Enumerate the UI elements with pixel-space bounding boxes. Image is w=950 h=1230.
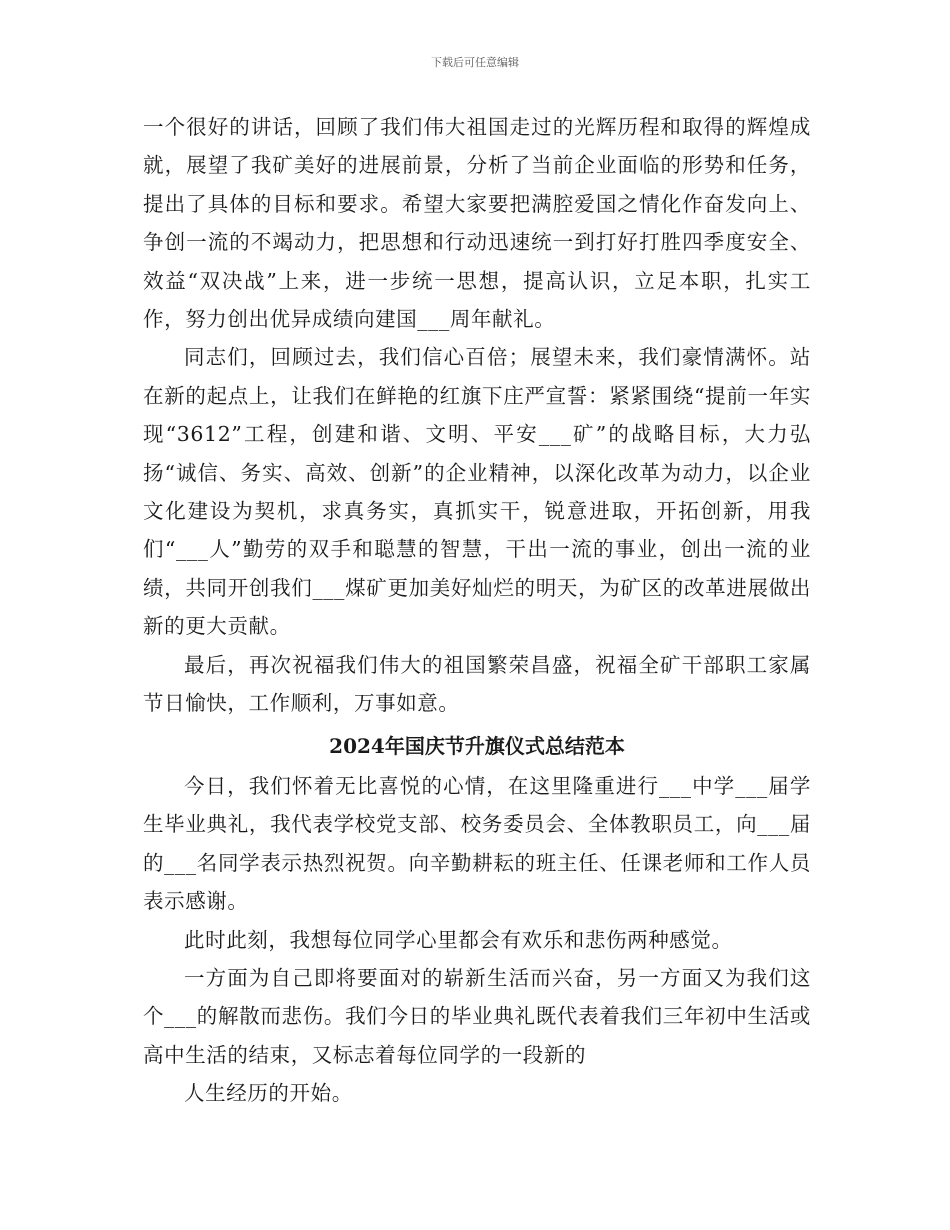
section-title: 2024年国庆节升旗仪式总结范本 <box>329 733 625 758</box>
paragraph: 一方面为自己即将要面对的崭新生活而兴奋，另一方面又为我们这个___的解散而悲伤。我们今日的毕业典礼既代表着我们三年初中生活或高中生活的结束，又标志着每位同学的一段新的 <box>143 965 811 1067</box>
paragraph: 此时此刻，我想每位同学心里都会有欢乐和悲伤两种感觉。 <box>184 927 733 952</box>
paragraph: 一个很好的讲话，回顾了我们伟大祖国走过的光辉历程和取得的辉煌成就，展望了我矿美好的进展前景，分析了当前企业面临的形势和任务，提出了具体的目标和要求。希望大家要把满腔爱国之情化作奋发向上、争创一流的不竭动力，把思想和行动迅速统一到打好打胜四季度安全、效益“双决战”上来，进一步统一思想，提高认识，立足本职，扎实工作，努力创出优异成绩向建国___周年献礼。 <box>143 115 811 332</box>
paragraph: 人生经历的开始。 <box>184 1081 353 1106</box>
paragraph: 今日，我们怀着无比喜悦的心情，在这里隆重进行___中学___届学生毕业典礼，我代表学校党支部、校务委员会、全体教职员工，向___届的___名同学表示热烈祝贺。向辛勤耕耘的班主任、任课老师和工作人员表示感谢。 <box>143 773 811 914</box>
paragraph: 最后，再次祝福我们伟大的祖国繁荣昌盛，祝福全矿干部职工家属节日愉快，工作顺利，万事如意。 <box>143 652 811 716</box>
document-body <box>143 108 811 1113</box>
paragraph: 同志们，回顾过去，我们信心百倍；展望未来，我们豪情满怀。站在新的起点上，让我们在鲜艳的红旗下庄严宣誓：紧紧围绕“提前一年实现“3612”工程，创建和谐、文明、平安___矿”的战略目标，大力弘扬“诚信、务实、高效、创新”的企业精神，以深化改革为动力，以企业文化建设为契机，求真务实，真抓实干，锐意进取，开拓创新，用我们“___人”勤劳的双手和聪慧的智慧，干出一流的事业，创出一流的业绩，共同开创我们___煤矿更加美好灿烂的明天，为矿区的改革进展做出新的更大贡献。 <box>143 345 811 639</box>
page-header: 下载后可任意编辑 <box>431 56 519 69</box>
